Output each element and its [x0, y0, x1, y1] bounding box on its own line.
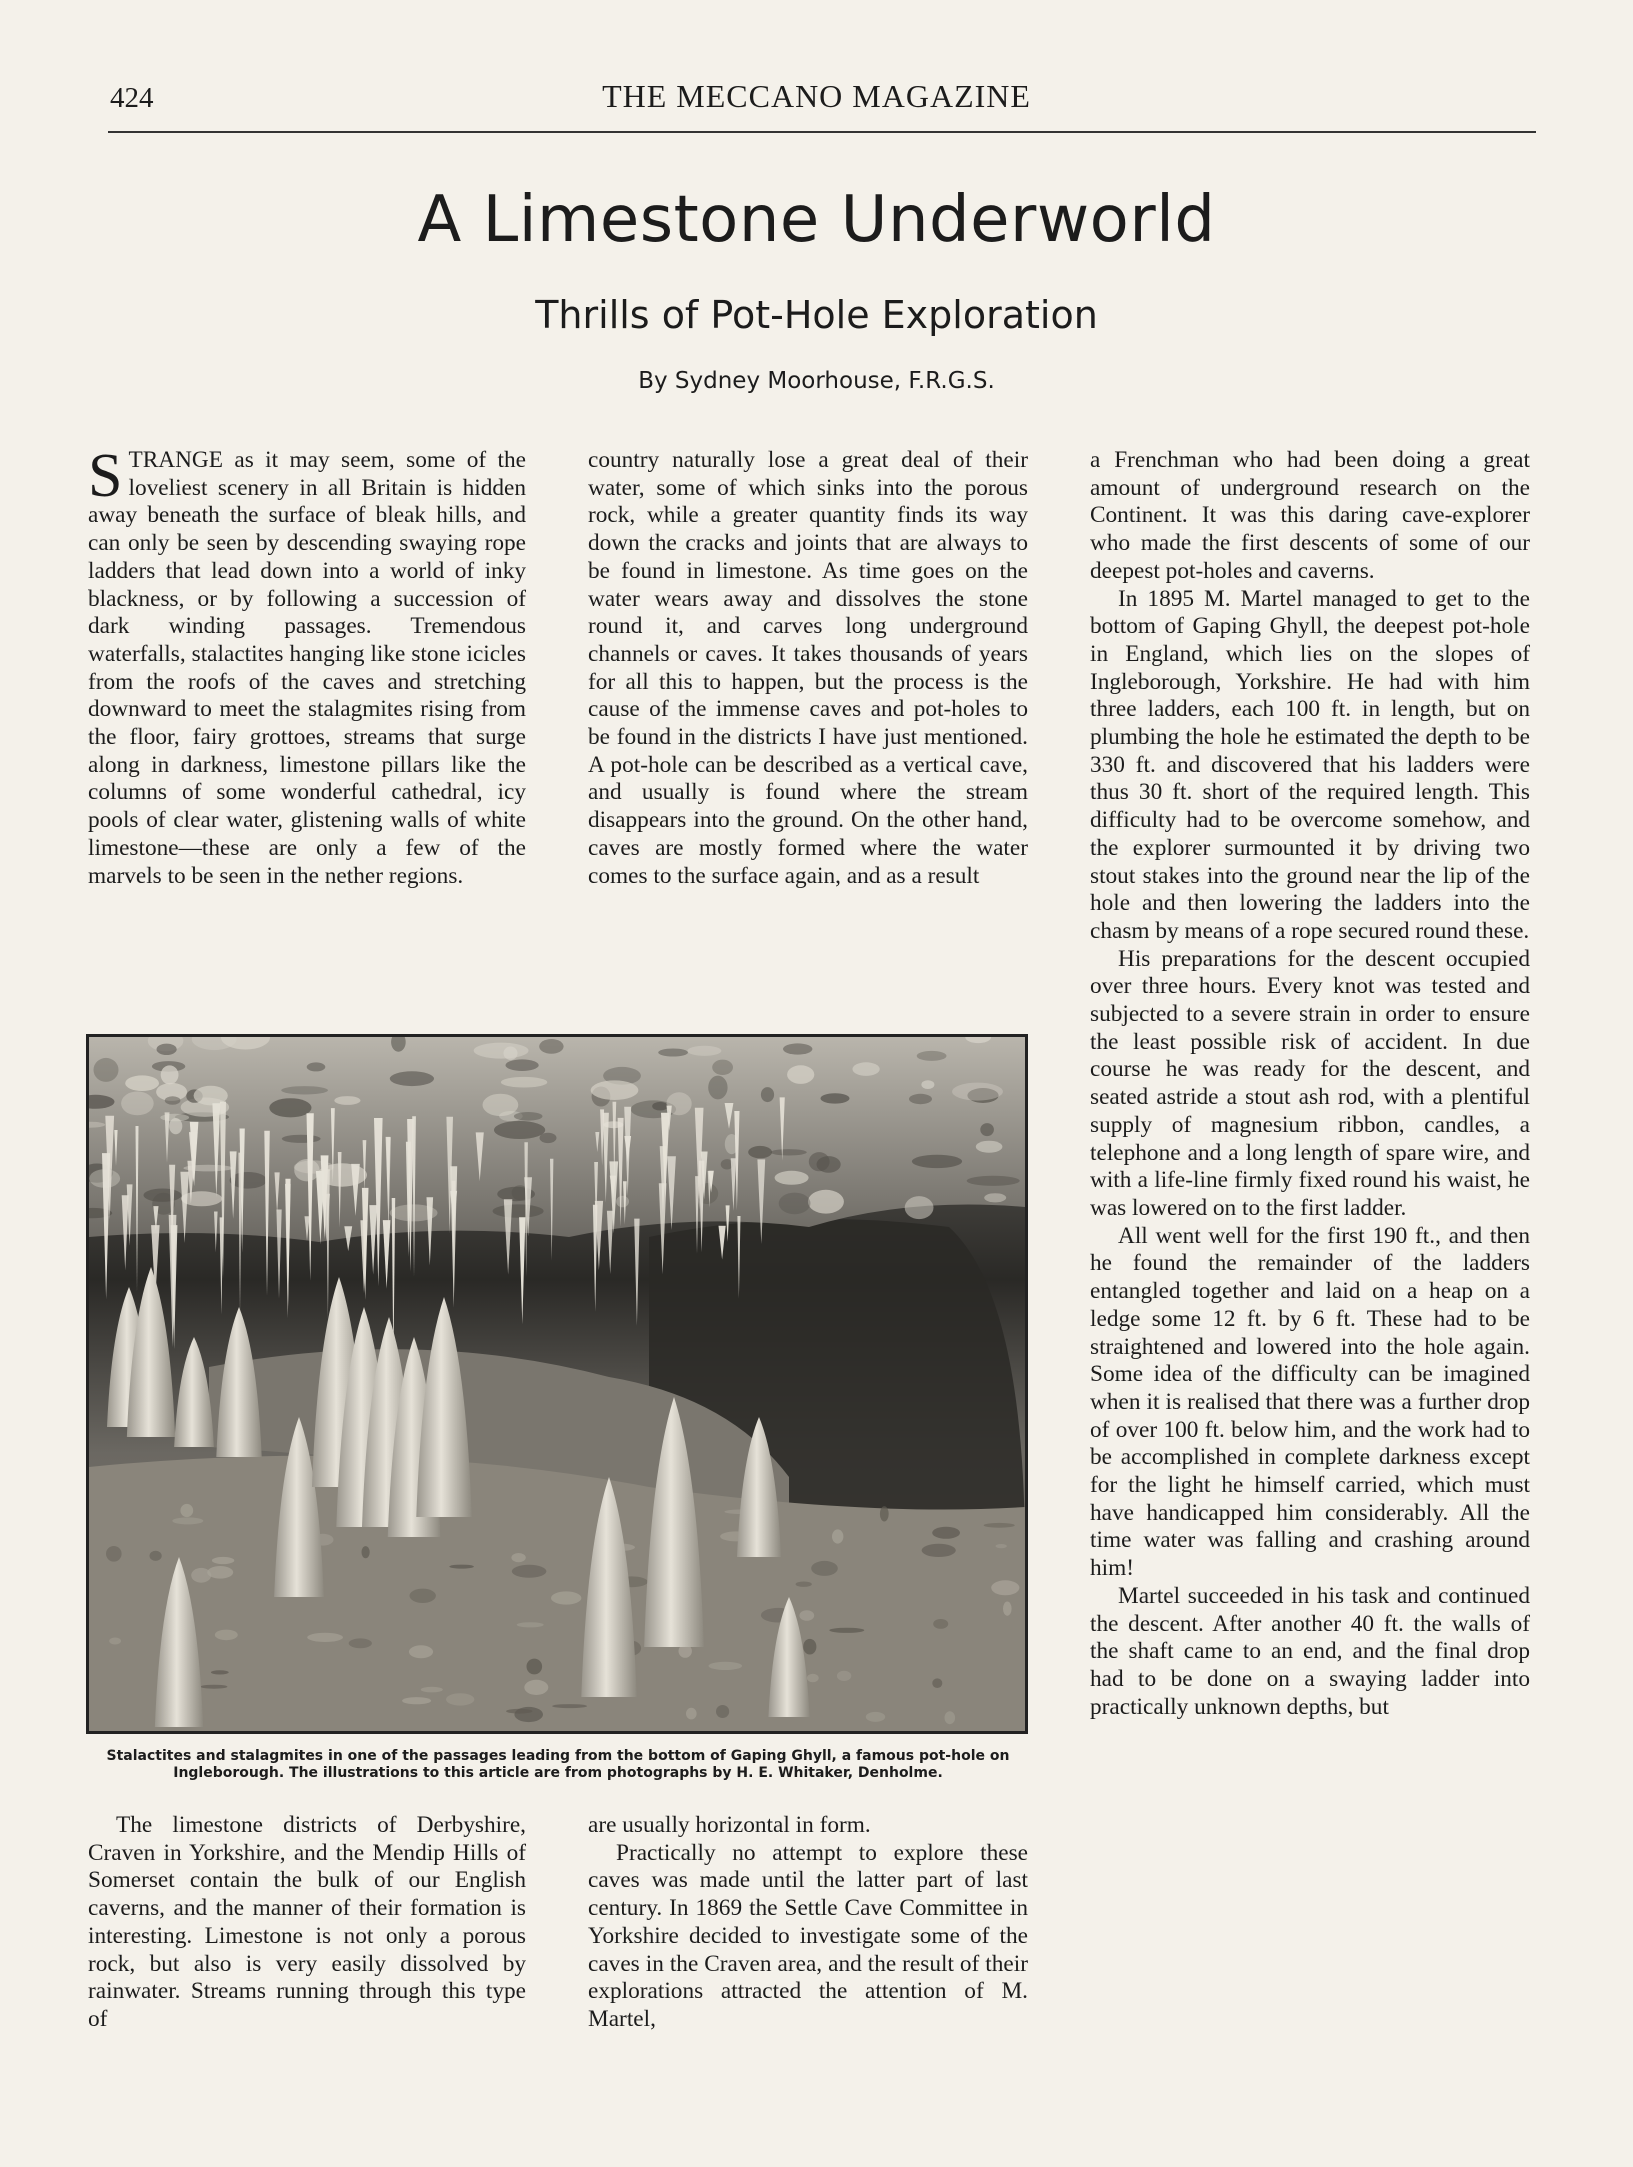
roof-texture: [912, 1155, 962, 1168]
page-number: 424: [110, 82, 154, 114]
roof-texture: [282, 1135, 321, 1143]
roof-texture: [165, 1096, 181, 1105]
roof-texture: [269, 1098, 311, 1117]
floor-pebble: [512, 1565, 547, 1578]
floor-pebble: [932, 1678, 942, 1688]
roof-texture: [334, 1096, 360, 1105]
column-3: [1090, 447, 1530, 1721]
roof-texture: [909, 1094, 932, 1104]
column-1-bottom: [88, 1812, 526, 2034]
roof-texture: [783, 1043, 812, 1054]
floor-pebble: [201, 1685, 228, 1689]
roof-texture: [501, 1077, 547, 1088]
floor-pebble: [799, 1610, 814, 1621]
roof-texture: [917, 1051, 947, 1061]
floor-pebble: [307, 1633, 343, 1642]
floor-pebble: [932, 1527, 960, 1539]
roof-texture: [474, 1043, 529, 1059]
floor-pebble: [524, 1680, 548, 1695]
floor-pebble: [807, 1674, 819, 1683]
roof-texture: [779, 1193, 811, 1215]
floor-pebble: [1003, 1602, 1012, 1616]
roof-texture: [616, 1196, 629, 1208]
floor-pebble: [180, 1504, 193, 1517]
drop-cap: S: [88, 442, 123, 510]
floor-pebble: [803, 1639, 816, 1655]
floor-pebble: [811, 1561, 838, 1576]
floor-pebble: [880, 1506, 889, 1521]
column-3-paragraph-3: His preparations for the descent occupied over three hours. Every knot was tested and subjected to a severe strain in order to ensure the least possible risk of accident. In due course he was ready for the descent, and seated astride a stout ash rod, with a plentiful supply of magnesium ribbon, candles, a telephone and a long length of spare wire, and with a life-line firmly fixed round his waist, he was lowered on to the first ladder.: [1090, 945, 1530, 1221]
floor-pebble: [109, 1638, 121, 1645]
roof-texture: [905, 1196, 934, 1219]
roof-texture: [761, 1087, 774, 1102]
roof-texture: [853, 1062, 880, 1076]
roof-texture: [952, 1083, 1003, 1101]
floor-pebble: [106, 1546, 122, 1562]
column-2-bottom-line: are usually horizontal in form.: [588, 1812, 871, 1838]
floor-pebble: [945, 1711, 956, 1724]
floor-pebble: [686, 1708, 697, 1720]
roof-texture: [770, 1149, 806, 1155]
floor-pebble: [796, 1582, 812, 1587]
column-3-paragraph-1: a Frenchman who had been doing a great amount of underground research on the Continent. It was this daring cave-explorer who made the first descents of some of our deepest pot-holes and caverns.: [1090, 447, 1530, 584]
roof-texture: [652, 1102, 668, 1111]
roof-texture: [125, 1075, 159, 1091]
roof-texture: [157, 1044, 177, 1055]
roof-texture: [808, 1190, 844, 1214]
column-2-bottom: [588, 1812, 1028, 2034]
floor-pebble: [709, 1662, 743, 1670]
floor-pebble: [212, 1557, 234, 1564]
article-byline: By Sydney Moorhouse, F.R.G.S.: [638, 368, 995, 394]
roof-texture: [307, 1062, 326, 1071]
floor-pebble: [172, 1517, 203, 1524]
column-3-paragraph-5: Martel succeeded in his task and continued the descent. After another 40 ft. the walls of the shaft came to an end, and the final drop had to be done on a swaying ladder into practically unknown depths, but: [1090, 1582, 1530, 1720]
roof-texture: [493, 1204, 544, 1217]
floor-pebble: [506, 1709, 532, 1714]
floor-pebble: [551, 1591, 581, 1604]
column-2-bottom-paragraph: Practically no attempt to explore these caves was made until the latter part of last century. In 1869 the Settle Cave Committee in Yorkshire decided to investigate some of the caves in the Craven area, and the result of their explorations attracted the attention of M. Martel,: [588, 1839, 1028, 2032]
roof-texture: [506, 1059, 539, 1071]
floor-pebble: [996, 1544, 1007, 1548]
column-3-paragraph-2: In 1895 M. Martel managed to get to the bottom of Gaping Ghyll, the deepest pot-hole in England, which lies on the slopes of Ingleborough, Yorkshire. He had with him three ladders, each 100 ft. in length, but on plumbing the hole he estimated the depth to be 330 ft. and discovered that his ladders were thus 30 ft. short of the required length. This difficulty had to be overcome somehow, and the explorer surmounted it by driving two stout stakes into the ground near the lip of the hole and then lowering the ladders into the chasm by means of a rope secured round these.: [1090, 585, 1530, 944]
magazine-title: THE MECCANO MAGAZINE: [602, 78, 1031, 114]
roof-texture: [921, 1080, 934, 1089]
roof-texture: [169, 1118, 182, 1134]
roof-texture: [591, 1080, 639, 1100]
roof-texture: [658, 1049, 688, 1057]
roof-texture: [390, 1071, 434, 1086]
floor-pebble: [866, 1712, 885, 1722]
floor-pebble: [211, 1670, 229, 1674]
floor-pebble: [421, 1687, 443, 1693]
column-1-bottom-text: The limestone districts of Derbyshire, Craven in Yorkshire, and the Mendip Hills of Somerset contain the bulk of our English caverns, and the manner of their formation is interesting. Limestone is not only a porous rock, but also is very easily dissolved by rainwater. Streams running through this type of: [88, 1812, 526, 2032]
floor-pebble: [984, 1523, 1015, 1528]
floor-pebble: [829, 1628, 864, 1633]
floor-pebble: [150, 1551, 162, 1561]
stalactite-illustration: [89, 1037, 1025, 1731]
floor-pebble: [552, 1704, 587, 1708]
floor-pebble: [446, 1693, 474, 1705]
floor-pebble: [215, 1630, 238, 1641]
roof-texture: [775, 1171, 809, 1185]
floor-pebble: [933, 1619, 948, 1629]
roof-texture: [94, 1058, 119, 1082]
column-3-paragraph-4: All went well for the first 190 ft., and then he found the remainder of the ladders entangled together and laid on a heap on a ledge some 12 ft. by 6 ft. These had to be straightened and lowered into the hole again. Some idea of the difficulty can be imagined when it is realised that there was a further drop of over 100 ft. below him, and the work had to be accomplished in complete darkness except for the light he himself carried, which must have handicapped him considerably. All the time water was falling and crashing around him!: [1090, 1222, 1530, 1582]
floor-pebble: [511, 1553, 525, 1562]
floor-pebble: [362, 1546, 370, 1558]
column-2-top: [588, 447, 1028, 890]
roof-texture: [809, 1152, 830, 1171]
intro-paragraph: [88, 442, 526, 890]
intro-text: TRANGE as it may seem, some of the loveliest scenery in all Britain is hidden away beneath the surface of bleak hills, and can only be seen by descending swaying rope ladders that lead down into a world of inky blackness, or by following a succession of dark winding passages. Tremendous waterfalls, stalactites hanging like stone icicles from the roofs of the caves and stretching downward to meet the stalagmites rising from the floor, fairy grottoes, streams that surge along in darkness, limestone pillars like the columns of some wonderful cathedral, icy pools of clear water, glistening walls of white limestone—these are only a few of the marvels to be seen in the nether regions.: [88, 447, 526, 889]
article-subtitle: Thrills of Pot-Hole Exploration: [535, 293, 1098, 337]
roof-texture: [708, 1076, 727, 1100]
floor-pebble: [832, 1529, 843, 1543]
roof-texture: [980, 1123, 994, 1136]
roof-texture: [514, 1112, 543, 1121]
photo-caption: Stalactites and stalagmites in one of the passages leading from the bottom of Gaping Ghyll, a famous pot-hole on Ingleborough. The illustrations to this article are from photographs by H. E. Whitaker, Denholme.: [106, 1748, 1010, 1781]
cave-photograph: [86, 1034, 1028, 1734]
roof-texture: [787, 1065, 814, 1084]
roof-texture: [984, 1193, 1006, 1202]
roof-texture: [967, 1176, 1020, 1186]
roof-texture: [483, 1094, 519, 1116]
floor-pebble: [837, 1671, 851, 1681]
column-1-top: [88, 442, 526, 890]
floor-pebble: [517, 1622, 544, 1627]
floor-pebble: [716, 1705, 729, 1718]
roof-texture: [281, 1086, 328, 1094]
roof-texture: [976, 1141, 1003, 1153]
header-rule: [108, 131, 1536, 133]
floor-pebble: [991, 1580, 1019, 1595]
floor-pebble: [349, 1638, 372, 1648]
roof-texture: [539, 1039, 563, 1054]
floor-pebble: [207, 1566, 233, 1579]
roof-texture: [687, 1046, 721, 1056]
floor-pebble: [402, 1697, 431, 1704]
roof-texture: [161, 1065, 179, 1084]
floor-pebble: [527, 1659, 543, 1675]
article-title: A Limestone Underworld: [417, 183, 1216, 257]
floor-pebble: [449, 1565, 474, 1569]
roof-texture: [821, 1093, 850, 1103]
roof-texture: [748, 1146, 772, 1158]
roof-texture: [121, 1092, 154, 1116]
floor-pebble: [922, 1544, 956, 1557]
floor-pebble: [410, 1589, 436, 1603]
floor-pebble: [409, 1645, 433, 1658]
roof-texture: [494, 1121, 545, 1139]
roof-texture: [712, 1060, 733, 1075]
column-2-top-text: country naturally lose a great deal of their water, some of which sinks into the porous rock, while a greater quantity finds its way down the cracks and joints that are always to be found in limestone. As time goes on the water wears away and dissolves the stone round it, and carves long underground channels or caves. It takes thousands of years for all this to happen, but the process is the cause of the immense caves and pot-holes to be found in the districts I have just mentioned. A pot-hole can be described as a vertical cave, and usually is found where the stream disappears into the ground. On the other hand, caves are mostly formed where the water comes to the surface again, and as a result: [588, 447, 1028, 889]
